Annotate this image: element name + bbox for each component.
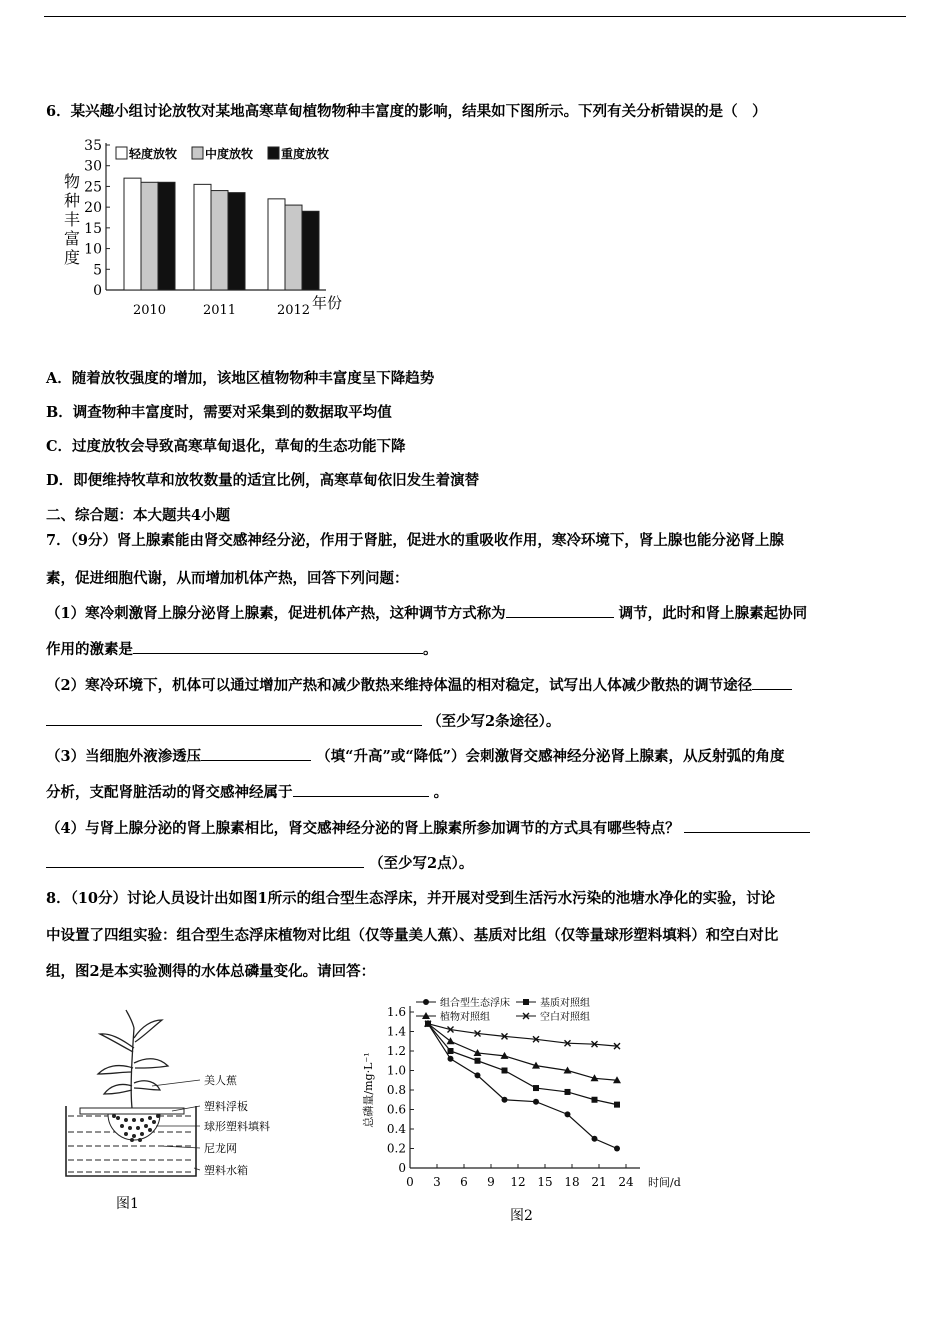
- ball: [148, 1116, 152, 1120]
- q7-p1-text-b: 调节，此时和肾上腺素起协同: [618, 605, 808, 622]
- data-point: [423, 999, 429, 1005]
- q7-p3-text-c: 分析，支配肾脏活动的肾交感神经属于: [46, 784, 293, 801]
- x-tick-label: 3: [433, 1175, 441, 1189]
- data-point: [448, 1056, 454, 1062]
- q7-p3-text-b: （填“升高”或“降低”）会刺激肾交感神经分泌肾上腺素，从反射弧的角度: [316, 748, 785, 765]
- ball: [124, 1118, 128, 1122]
- data-point: [475, 1058, 481, 1064]
- ball: [140, 1132, 144, 1136]
- data-point: [475, 1072, 481, 1078]
- q7-part1-line1: [46, 603, 807, 624]
- label-canna: 美人蕉: [204, 1074, 237, 1087]
- data-point: [592, 1097, 598, 1103]
- q7-part4-line2: [46, 853, 473, 874]
- bar: [194, 184, 211, 290]
- q6-option-b[interactable]: B．调查物种丰富度时，需要对采集到的数据取平均值: [46, 404, 392, 421]
- q8-line2: 中设置了四组实验：组合型生态浮床植物对比组（仅等量美人蕉）、基质对比组（仅等量球形塑料填料）和空白对比: [46, 927, 779, 944]
- series-line: [428, 1024, 617, 1105]
- bar: [124, 178, 141, 290]
- q7-part3-line2: [46, 782, 448, 803]
- legend-label: 植物对照组: [440, 1012, 490, 1023]
- ball: [132, 1134, 136, 1138]
- x-tick-label: 2011: [202, 303, 237, 318]
- bar-chart: [58, 135, 358, 325]
- q7-p2-text-b: （至少写2条途径）。: [427, 713, 561, 730]
- ball: [156, 1114, 160, 1118]
- q7-p1-blank2[interactable]: [133, 639, 423, 654]
- q7-p4-text-b: （至少写2点）。: [369, 855, 474, 872]
- legend-swatch: [268, 147, 279, 159]
- y-tick-label: 0.8: [386, 1083, 406, 1097]
- q8-line1: 8．（10分）讨论人员设计出如图1所示的组合型生态浮床，并开展对受到生活污水污染的池塘水净化的实验，讨论: [46, 890, 776, 907]
- ball: [128, 1126, 132, 1130]
- data-point: [502, 1068, 508, 1074]
- y-tick-label: 0.2: [386, 1141, 406, 1156]
- ball: [130, 1138, 134, 1142]
- bar: [302, 211, 319, 290]
- legend-label: 重度放牧: [281, 147, 330, 161]
- y-tick-label: 0.6: [386, 1102, 406, 1117]
- y-tick-label: 25: [84, 179, 102, 196]
- q7-part2-line1: [46, 675, 792, 696]
- data-point: [533, 1085, 539, 1091]
- bar: [228, 193, 245, 290]
- y-tick-label: 0: [93, 283, 102, 299]
- y-tick-label: 0.4: [386, 1122, 406, 1136]
- q7-part1-line2: [46, 639, 438, 660]
- y-tick-label: 1.2: [386, 1044, 406, 1058]
- x-tick-label: 6: [460, 1175, 468, 1189]
- label-filler: 球形塑料填料: [204, 1120, 270, 1133]
- data-point: [533, 1099, 539, 1105]
- y-axis-label-char: 度: [63, 248, 81, 267]
- y-tick-label: 0: [398, 1161, 406, 1175]
- ball: [124, 1132, 128, 1136]
- q7-p2-blank2[interactable]: [46, 711, 422, 726]
- y-tick-label: 10: [84, 241, 102, 258]
- x-tick-label: 2010: [132, 303, 167, 318]
- bar: [211, 191, 228, 290]
- x-tick-label: 15: [537, 1175, 553, 1189]
- y-tick-label: 30: [84, 158, 102, 175]
- q7-p3-blank1[interactable]: [201, 746, 311, 761]
- q7-p2-blank1[interactable]: [752, 675, 792, 690]
- q7-p1-text-a: （1）寒冷刺激肾上腺分泌肾上腺素，促进机体产热，这种调节方式称为: [46, 605, 506, 622]
- data-point: [614, 1146, 620, 1152]
- x-tick-label: 18: [564, 1175, 580, 1189]
- x-tick-label: 24: [618, 1175, 634, 1189]
- y-tick-label: 35: [84, 138, 102, 154]
- legend-label: 组合型生态浮床: [440, 998, 510, 1009]
- q7-p1-text-d: 。: [423, 641, 438, 658]
- q7-line1: 7．（9分）肾上腺素能由肾交感神经分泌，作用于肾脏，促进水的重吸收作用，寒冷环境下，肾上腺也能分泌肾上腺: [46, 532, 784, 549]
- fig1-caption: 图1: [116, 1196, 139, 1212]
- ball: [132, 1118, 136, 1122]
- bar: [285, 205, 302, 290]
- section-heading: 二、综合题：本大题共4小题: [46, 507, 231, 524]
- q7-p4-blank2[interactable]: [46, 853, 364, 868]
- ball: [140, 1118, 144, 1122]
- q7-p1-text-c: 作用的激素是: [46, 641, 133, 658]
- y-axis-label-char: 物: [63, 172, 81, 191]
- series-line: [428, 1024, 617, 1081]
- q7-p4-text-a: （4）与肾上腺分泌的肾上腺素相比，肾交感神经分泌的肾上腺素所参加调节的方式具有哪些特点？: [46, 820, 680, 837]
- bar: [268, 199, 285, 290]
- x-tick-label: 9: [487, 1175, 495, 1189]
- bar: [141, 182, 158, 290]
- series-line: [428, 1024, 617, 1046]
- q7-part2-line2: [46, 711, 560, 732]
- x-axis-label: 时间/d: [648, 1176, 681, 1189]
- header-rule: [44, 16, 906, 17]
- y-tick-label: 5: [93, 262, 102, 279]
- ball: [112, 1114, 116, 1118]
- q6-option-d[interactable]: D．即便维持牧草和放牧数量的适宜比例，高寒草甸依旧发生着演替: [46, 472, 480, 489]
- y-tick-label: 1.6: [386, 1005, 406, 1019]
- q8-line3: 组，图2是本实验测得的水体总磷量变化。请回答：: [46, 963, 376, 980]
- x-axis-label: 年份: [312, 294, 343, 312]
- q7-line2: 素，促进细胞代谢，从而增加机体产热，回答下列问题：: [46, 570, 409, 587]
- q7-p4-blank1[interactable]: [684, 818, 810, 833]
- q6-option-c[interactable]: C．过度放牧会导致高寒草甸退化，草甸的生态功能下降: [46, 438, 406, 455]
- legend-label: 轻度放牧: [129, 147, 178, 161]
- x-tick-label: 0: [406, 1175, 414, 1189]
- y-tick-label: 15: [84, 220, 102, 237]
- q7-p3-text-d: 。: [433, 784, 449, 801]
- ball: [148, 1128, 152, 1132]
- y-tick-label: 1.0: [386, 1063, 406, 1078]
- y-axis-label: 总磷量/mg·L⁻¹: [362, 1052, 375, 1128]
- legend-label: 基质对照组: [540, 998, 590, 1009]
- q7-part3-line1: [46, 746, 785, 767]
- q7-p3-blank2[interactable]: [293, 782, 429, 797]
- legend-label: 中度放牧: [205, 147, 254, 161]
- x-tick-label: 12: [510, 1175, 526, 1189]
- y-axis-label-char: 富: [63, 229, 81, 248]
- series-line: [428, 1024, 617, 1149]
- q7-p1-blank1[interactable]: [506, 603, 614, 618]
- q6-option-a[interactable]: A．随着放牧强度的增加，该地区植物物种丰富度呈下降趋势: [46, 370, 435, 387]
- q7-p3-text-a: （3）当细胞外液渗透压: [46, 748, 202, 765]
- floating-bed-diagram: [60, 1008, 300, 1216]
- data-point: [447, 1037, 455, 1044]
- ball: [152, 1120, 156, 1124]
- y-tick-label: 20: [84, 200, 102, 217]
- fig2-caption: 图2: [510, 1208, 533, 1224]
- q7-part4-line1: [46, 818, 810, 839]
- canna-plant-icon: [98, 1010, 168, 1108]
- q7-p2-text-a: （2）寒冷环境下，机体可以通过增加产热和减少散热来维持体温的相对稳定，试写出人体减少散热的调节途径: [46, 677, 753, 694]
- data-point: [565, 1111, 571, 1117]
- ball: [136, 1126, 140, 1130]
- ball: [138, 1138, 142, 1142]
- data-point: [474, 1049, 482, 1056]
- data-point: [614, 1102, 620, 1108]
- legend-swatch: [116, 147, 127, 159]
- data-point: [592, 1136, 598, 1142]
- label-tank: 塑料水箱: [204, 1164, 248, 1177]
- x-tick-label: 21: [591, 1175, 607, 1189]
- q6-stem: 6．某兴趣小组讨论放牧对某地高寒草甸植物物种丰富度的影响，结果如下图所示。下列有关分析错误的是（ ）: [46, 103, 767, 120]
- legend-label: 空白对照组: [540, 1012, 590, 1023]
- y-axis-label-char: 丰: [63, 210, 81, 229]
- line-chart: [350, 996, 720, 1228]
- ball: [120, 1124, 124, 1128]
- y-tick-label: 1.4: [386, 1024, 406, 1039]
- ball: [116, 1116, 120, 1120]
- label-net: 尼龙网: [204, 1142, 237, 1155]
- y-axis-label-char: 种: [63, 191, 81, 210]
- ball: [144, 1124, 148, 1128]
- floating-board: [80, 1108, 184, 1114]
- bar: [158, 182, 175, 290]
- legend-swatch: [192, 147, 203, 159]
- data-point: [448, 1048, 454, 1054]
- x-tick-label: 2012: [276, 303, 311, 318]
- data-point: [502, 1097, 508, 1103]
- label-board: 塑料浮板: [204, 1100, 248, 1113]
- data-point: [565, 1089, 571, 1095]
- data-point: [523, 999, 529, 1005]
